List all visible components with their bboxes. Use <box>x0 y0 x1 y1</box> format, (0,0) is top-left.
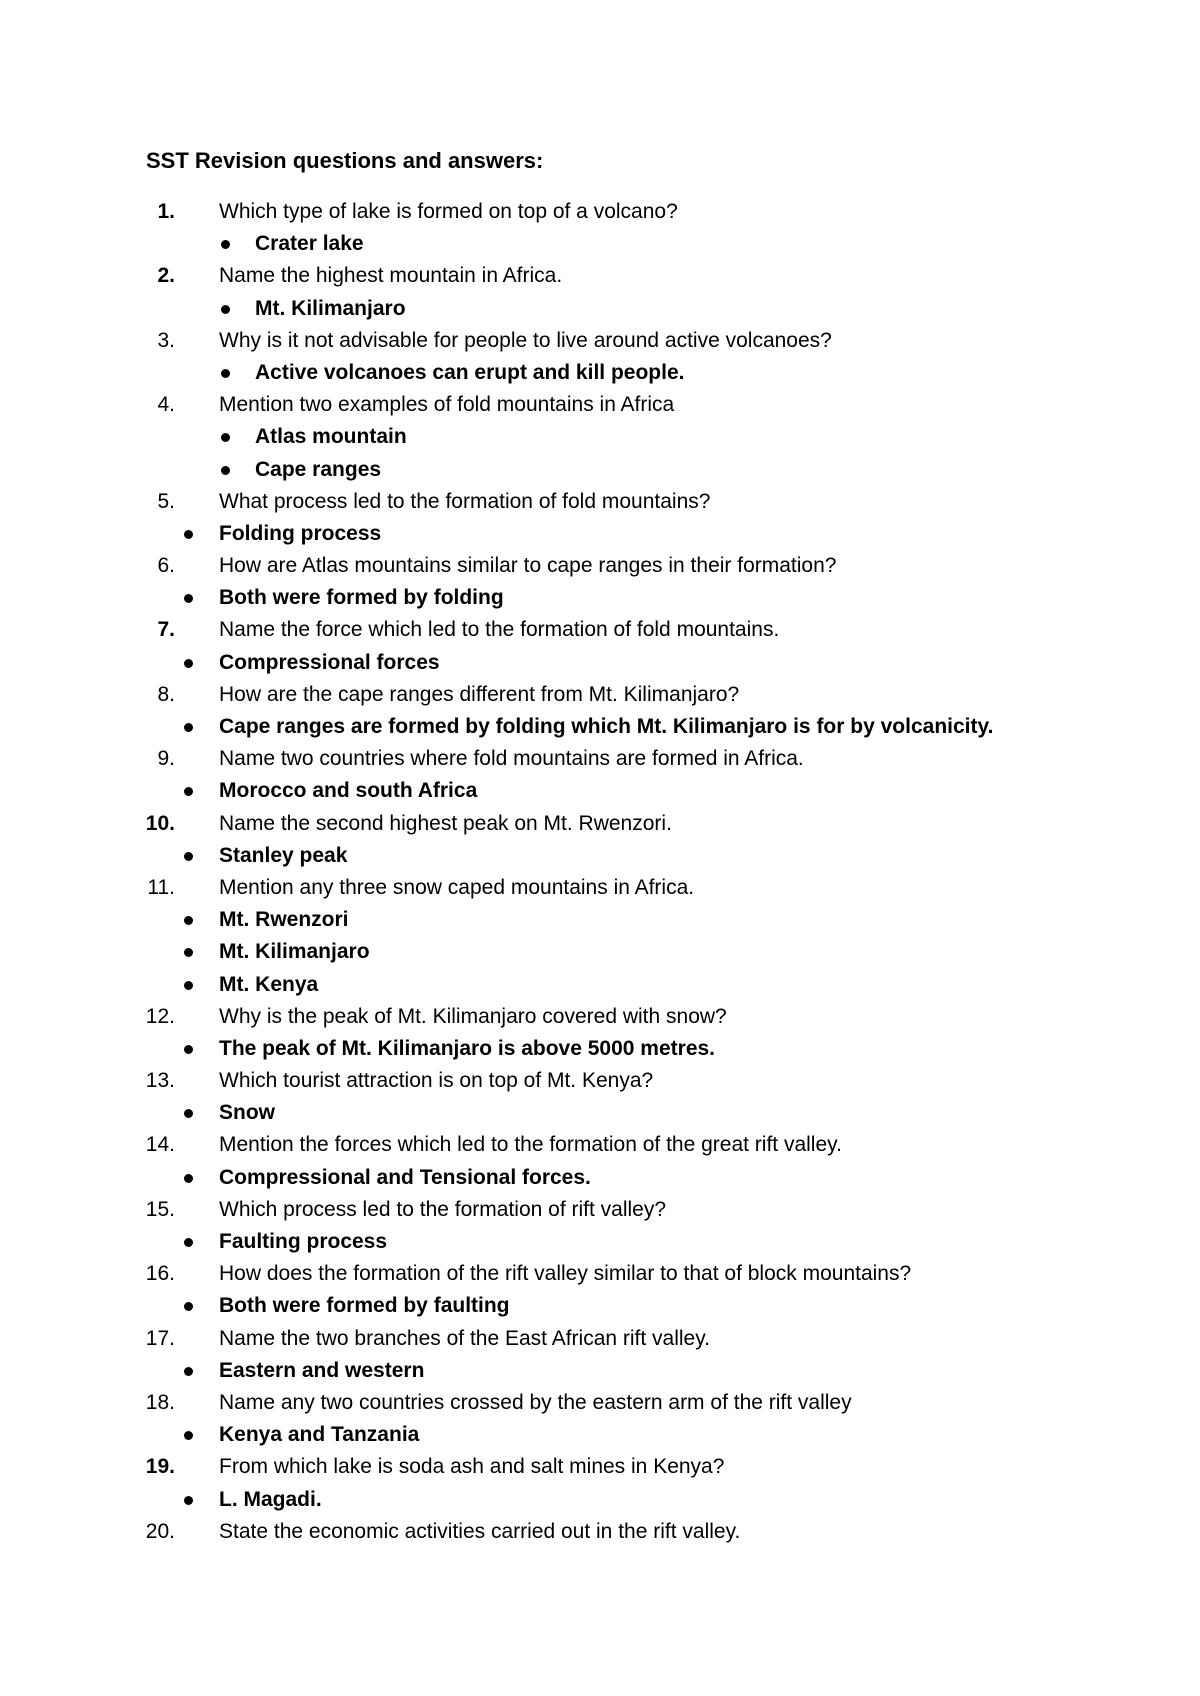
answer-item <box>0 969 1200 1001</box>
question-item <box>0 1001 1200 1033</box>
question-item <box>0 1323 1200 1355</box>
answer-text: Crater lake <box>255 232 364 256</box>
answer-item <box>0 293 1200 325</box>
question-number: 15. <box>145 1197 175 1221</box>
question-text: Mention the forces which led to the formation of the great rift valley. <box>219 1133 842 1157</box>
bullet-icon <box>184 594 193 603</box>
answer-item <box>0 454 1200 486</box>
answer-item <box>0 1162 1200 1194</box>
question-number: 4. <box>157 393 175 417</box>
question-number: 20. <box>145 1519 175 1543</box>
bullet-icon <box>184 1045 193 1054</box>
bullet-icon <box>184 1174 193 1183</box>
answer-text: Cape ranges are formed by folding which Mt. Kilimanjaro is for by volcanicity. <box>219 715 994 738</box>
question-text: State the economic activities carried out in the rift valley. <box>219 1519 741 1543</box>
question-text: Name two countries where fold mountains are formed in Africa. <box>219 747 804 771</box>
question-text: Name the second highest peak on Mt. Rwenzori. <box>219 811 672 835</box>
answer-item <box>0 421 1200 453</box>
question-text: Name the two branches of the East African rift valley. <box>219 1326 711 1350</box>
bullet-icon <box>184 852 193 861</box>
question-item <box>0 872 1200 904</box>
question-number: 16. <box>145 1262 175 1286</box>
answer-item <box>0 1419 1200 1451</box>
question-text: Name any two countries crossed by the eastern arm of the rift valley <box>219 1390 852 1414</box>
question-number: 11. <box>147 875 175 899</box>
question-item <box>0 1194 1200 1226</box>
question-number: 10. <box>145 811 175 835</box>
bullet-icon <box>184 787 193 796</box>
answer-text: Morocco and south Africa <box>219 779 478 803</box>
answer-text: Both were formed by faulting <box>219 1294 510 1318</box>
answer-text: Mt. Rwenzori <box>219 908 349 932</box>
bullet-icon <box>221 369 230 378</box>
question-item <box>0 614 1200 646</box>
question-number: 19. <box>145 1455 175 1479</box>
question-number: 5. <box>157 489 175 513</box>
bullet-icon <box>221 466 230 475</box>
question-text: From which lake is soda ash and salt mines in Kenya? <box>219 1455 725 1479</box>
question-item <box>0 1451 1200 1483</box>
question-item <box>0 260 1200 292</box>
answer-item <box>0 1226 1200 1258</box>
answer-item <box>0 1097 1200 1129</box>
answer-item <box>0 1484 1200 1516</box>
bullet-icon <box>184 948 193 957</box>
bullet-icon <box>184 659 193 668</box>
answer-text: Cape ranges <box>255 457 382 481</box>
answer-item <box>0 1355 1200 1387</box>
question-text: Mention any three snow caped mountains in Africa. <box>219 875 695 899</box>
question-number: 18. <box>145 1390 175 1414</box>
question-text: How are Atlas mountains similar to cape ranges in their formation? <box>219 554 837 578</box>
question-number: 3. <box>157 328 175 352</box>
question-text: How does the formation of the rift valley similar to that of block mountains? <box>219 1262 912 1286</box>
bullet-icon <box>184 1496 193 1505</box>
bullet-icon <box>184 1302 193 1311</box>
answer-item <box>0 775 1200 807</box>
question-number: 17. <box>145 1326 175 1350</box>
answer-text: Folding process <box>219 521 382 545</box>
answer-text: Mt. Kilimanjaro <box>255 296 406 320</box>
answer-text: Active volcanoes can erupt and kill people. <box>255 360 685 384</box>
answer-item <box>0 582 1200 614</box>
question-item <box>0 325 1200 357</box>
question-item <box>0 1129 1200 1161</box>
bullet-icon <box>221 433 230 442</box>
question-item <box>0 389 1200 421</box>
answer-text: Atlas mountain <box>255 425 407 449</box>
question-item <box>0 486 1200 518</box>
answer-text: Kenya and Tanzania <box>219 1423 420 1447</box>
bullet-icon <box>221 305 230 314</box>
bullet-icon <box>184 723 193 732</box>
question-text: How are the cape ranges different from Mt. Kilimanjaro? <box>219 682 740 706</box>
bullet-icon <box>184 1109 193 1118</box>
bullet-icon <box>184 981 193 990</box>
question-item <box>0 550 1200 582</box>
question-number: 12. <box>145 1004 175 1028</box>
answer-item <box>0 904 1200 936</box>
question-text: Which tourist attraction is on top of Mt. Kenya? <box>219 1069 654 1093</box>
question-item <box>0 196 1200 228</box>
question-text: Mention two examples of fold mountains in Africa <box>219 393 675 417</box>
answer-text: The peak of Mt. Kilimanjaro is above 5000 metres. <box>219 1036 716 1060</box>
bullet-icon <box>184 530 193 539</box>
answer-item <box>0 1290 1200 1322</box>
bullet-icon <box>184 916 193 925</box>
bullet-icon <box>221 240 230 249</box>
answer-text: Stanley peak <box>219 843 348 867</box>
question-number: 9. <box>157 747 175 771</box>
question-item <box>0 743 1200 775</box>
question-number: 14. <box>145 1133 175 1157</box>
answer-text: Eastern and western <box>219 1358 425 1382</box>
question-item <box>0 1516 1200 1548</box>
question-item <box>0 808 1200 840</box>
answer-text: Snow <box>219 1101 275 1125</box>
answer-text: L. Magadi. <box>219 1487 322 1511</box>
answer-item <box>0 647 1200 679</box>
question-text: Name the force which led to the formation of fold mountains. <box>219 618 780 642</box>
answer-text: Compressional and Tensional forces. <box>219 1165 591 1189</box>
answer-item <box>0 228 1200 260</box>
bullet-icon <box>184 1238 193 1247</box>
answer-item <box>0 518 1200 550</box>
question-list <box>0 196 1200 1548</box>
answer-item <box>0 840 1200 872</box>
answer-text: Compressional forces <box>219 650 440 674</box>
question-item <box>0 1387 1200 1419</box>
answer-item <box>0 936 1200 968</box>
question-number: 6. <box>157 554 175 578</box>
answer-text: Mt. Kenya <box>219 972 319 996</box>
question-text: Which process led to the formation of rift valley? <box>219 1197 667 1221</box>
answer-item <box>0 357 1200 389</box>
document-title: SST Revision questions and answers: <box>146 148 544 173</box>
answer-item <box>0 711 1200 743</box>
question-text: Which type of lake is formed on top of a volcano? <box>219 200 678 223</box>
bullet-icon <box>184 1367 193 1376</box>
question-text: Name the highest mountain in Africa. <box>219 264 563 288</box>
question-text: Why is the peak of Mt. Kilimanjaro covered with snow? <box>219 1004 727 1028</box>
answer-text: Faulting process <box>219 1230 388 1253</box>
question-number: 8. <box>157 682 175 706</box>
answer-item <box>0 1033 1200 1065</box>
question-number: 1. <box>157 200 175 223</box>
answer-text: Mt. Kilimanjaro <box>219 940 370 964</box>
question-item <box>0 1258 1200 1290</box>
bullet-icon <box>184 1431 193 1440</box>
question-number: 2. <box>157 264 175 288</box>
question-number: 13. <box>145 1069 175 1093</box>
question-text: What process led to the formation of fold mountains? <box>219 489 711 513</box>
question-item <box>0 679 1200 711</box>
answer-text: Both were formed by folding <box>219 586 504 610</box>
question-item <box>0 1065 1200 1097</box>
question-number: 7. <box>157 618 175 642</box>
question-text: Why is it not advisable for people to live around active volcanoes? <box>219 328 832 352</box>
